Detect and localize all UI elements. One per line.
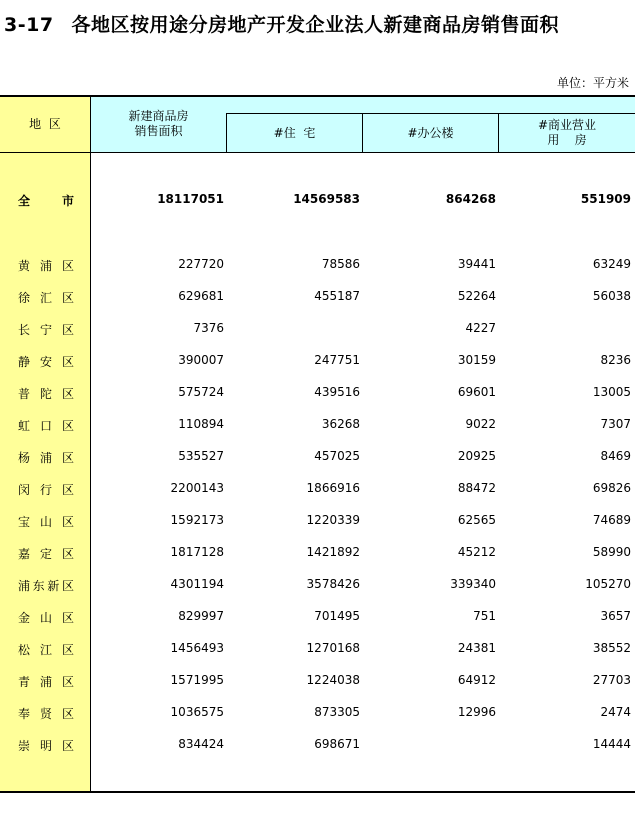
cell-office: 52264 xyxy=(457,289,496,303)
cell-office: 12996 xyxy=(457,705,496,719)
cell-commercial: 105270 xyxy=(585,577,631,591)
row-label: 杨浦区 xyxy=(18,451,74,465)
cell-residential: 36268 xyxy=(321,417,360,431)
cell-commercial: 551909 xyxy=(580,192,631,206)
cell-office: 45212 xyxy=(457,545,496,559)
row-label: 松江区 xyxy=(18,643,74,657)
cell-residential: 1220339 xyxy=(306,513,360,527)
cell-commercial: 56038 xyxy=(592,289,631,303)
table-number: 3-17 xyxy=(4,14,54,36)
row-label: 全市 xyxy=(18,194,74,208)
cell-total: 829997 xyxy=(178,609,224,623)
cell-office: 751 xyxy=(473,609,496,623)
cell-total: 7376 xyxy=(193,321,224,335)
table-row xyxy=(0,351,635,371)
unit-label: 单位：平方米 xyxy=(556,76,629,90)
cell-residential: 1270168 xyxy=(306,641,360,655)
row-label: 青浦区 xyxy=(18,675,74,689)
row-label: 徐汇区 xyxy=(18,291,74,305)
cell-commercial: 8236 xyxy=(600,353,631,367)
cell-total: 390007 xyxy=(178,353,224,367)
cell-office: 24381 xyxy=(457,641,496,655)
cell-total: 1036575 xyxy=(170,705,224,719)
cell-commercial: 7307 xyxy=(600,417,631,431)
row-label: 黄浦区 xyxy=(18,259,74,273)
cell-commercial: 74689 xyxy=(592,513,631,527)
table-row xyxy=(0,479,635,499)
cell-residential: 439516 xyxy=(314,385,360,399)
cell-commercial: 69826 xyxy=(592,481,631,495)
bottom-rule xyxy=(0,791,635,793)
header-office: #办公楼 xyxy=(407,125,454,140)
cell-total: 834424 xyxy=(178,737,224,751)
row-label: 崇明区 xyxy=(18,739,74,753)
cell-total: 4301194 xyxy=(170,577,224,591)
header-rule xyxy=(0,152,635,153)
row-label: 浦东新区 xyxy=(18,579,74,593)
cell-office: 864268 xyxy=(445,192,496,206)
header-district: 地 区 xyxy=(29,117,61,131)
table-title: 各地区按用途分房地产开发企业法人新建商品房销售面积 xyxy=(71,14,560,36)
header-commercial: #商业营业 用 房 xyxy=(537,118,597,147)
row-label: 静安区 xyxy=(18,355,74,369)
table-row xyxy=(0,415,635,435)
cell-office: 4227 xyxy=(465,321,496,335)
cell-office: 88472 xyxy=(457,481,496,495)
cell-residential: 1421892 xyxy=(306,545,360,559)
table-row xyxy=(0,543,635,563)
cell-total: 1571995 xyxy=(170,673,224,687)
cell-total: 110894 xyxy=(178,417,224,431)
header-residential: #住 宅 xyxy=(273,125,316,140)
cell-office: 30159 xyxy=(457,353,496,367)
row-label: 普陀区 xyxy=(18,387,74,401)
cell-residential: 247751 xyxy=(314,353,360,367)
cell-office: 39441 xyxy=(457,257,496,271)
cell-residential: 14569583 xyxy=(293,192,360,206)
cell-commercial: 58990 xyxy=(592,545,631,559)
cell-total: 2200143 xyxy=(170,481,224,495)
cell-commercial: 14444 xyxy=(592,737,631,751)
row-label: 奉贤区 xyxy=(18,707,74,721)
cell-total: 629681 xyxy=(178,289,224,303)
table-row xyxy=(0,703,635,723)
top-rule xyxy=(0,95,635,97)
cell-total: 535527 xyxy=(178,449,224,463)
cell-residential: 701495 xyxy=(314,609,360,623)
cell-total: 1592173 xyxy=(170,513,224,527)
table-row xyxy=(0,575,635,595)
row-label: 闵行区 xyxy=(18,483,74,497)
row-label: 金山区 xyxy=(18,611,74,625)
cell-commercial: 3657 xyxy=(600,609,631,623)
cell-office: 64912 xyxy=(457,673,496,687)
cell-residential: 1224038 xyxy=(306,673,360,687)
table-row xyxy=(0,671,635,691)
row-label: 虹口区 xyxy=(18,419,74,433)
cell-residential: 873305 xyxy=(314,705,360,719)
cell-total: 1456493 xyxy=(170,641,224,655)
cell-office: 9022 xyxy=(465,417,496,431)
table-row xyxy=(0,511,635,531)
cell-office: 62565 xyxy=(457,513,496,527)
table-row xyxy=(0,383,635,403)
cell-residential: 698671 xyxy=(314,737,360,751)
cell-total: 575724 xyxy=(178,385,224,399)
cell-residential: 78586 xyxy=(321,257,360,271)
row-label: 宝山区 xyxy=(18,515,74,529)
cell-residential: 1866916 xyxy=(306,481,360,495)
page-title xyxy=(4,10,559,37)
table-row-total xyxy=(0,190,635,210)
cell-total: 227720 xyxy=(178,257,224,271)
cell-office: 69601 xyxy=(457,385,496,399)
cell-total: 18117051 xyxy=(157,192,224,206)
cell-commercial: 38552 xyxy=(592,641,631,655)
table-row xyxy=(0,639,635,659)
table-row xyxy=(0,735,635,755)
header-total: 新建商品房 销售面积 xyxy=(128,109,189,138)
cell-commercial: 13005 xyxy=(592,385,631,399)
cell-office: 20925 xyxy=(457,449,496,463)
table-row xyxy=(0,319,635,339)
row-label: 嘉定区 xyxy=(18,547,74,561)
table-row xyxy=(0,287,635,307)
cell-commercial: 27703 xyxy=(592,673,631,687)
table-row xyxy=(0,447,635,467)
cell-residential: 457025 xyxy=(314,449,360,463)
cell-residential: 3578426 xyxy=(306,577,360,591)
table-row xyxy=(0,255,635,275)
row-label: 长宁区 xyxy=(18,323,74,337)
cell-commercial: 2474 xyxy=(600,705,631,719)
cell-residential: 455187 xyxy=(314,289,360,303)
cell-commercial: 8469 xyxy=(600,449,631,463)
cell-commercial: 63249 xyxy=(592,257,631,271)
table-row xyxy=(0,607,635,627)
cell-office: 339340 xyxy=(450,577,496,591)
cell-total: 1817128 xyxy=(170,545,224,559)
